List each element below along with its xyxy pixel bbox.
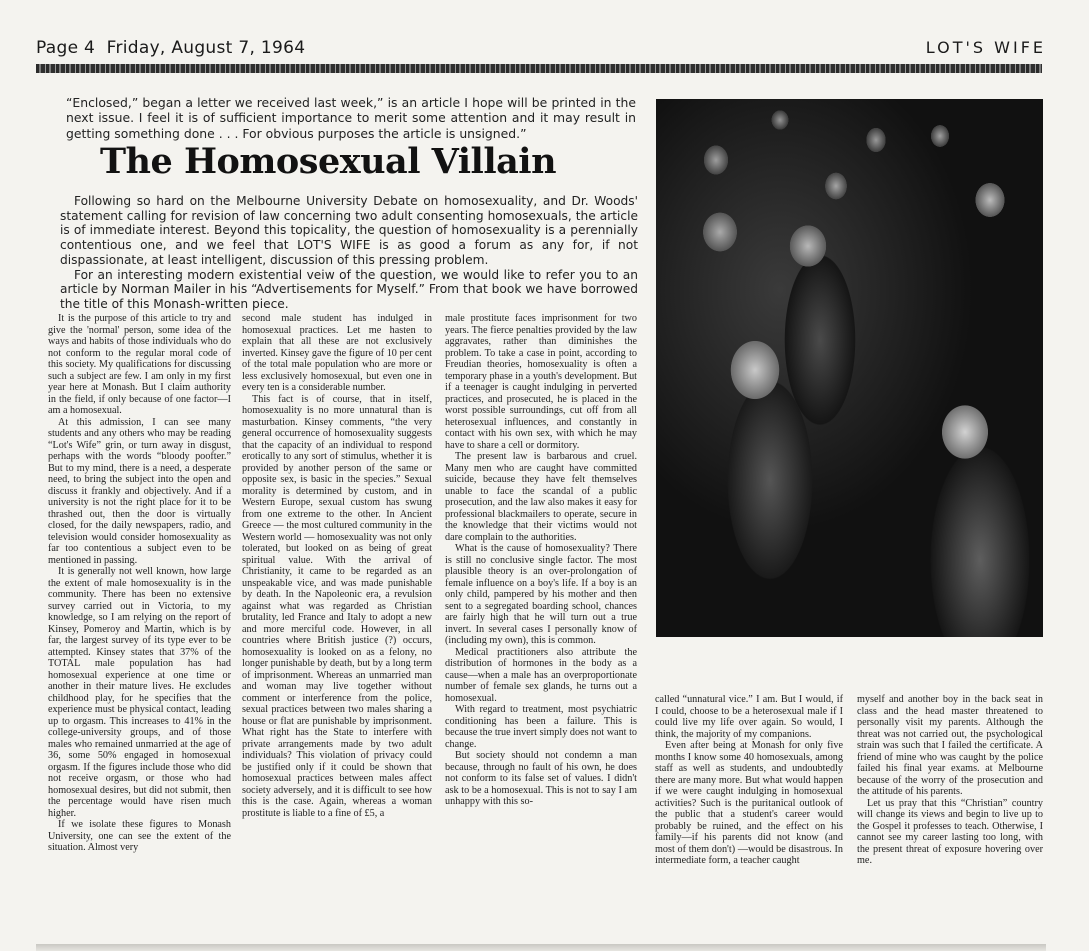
column-paragraph: It is generally not well known, how large the extent of male homosexuality is in the community. There has been no extensive survey carried out in Victoria, to my knowledge, so I am relying on the report of Kinsey, Pomeroy and Martin, which is by far, the largest survey of its type ever to be attempted. Kinsey states that 37% of the TOTAL male population has had homosexual experience at one time or another in their mature lives. He excludes childhood play, for he specifies that the experience must be physical contact, leading up to orgasm. This increases to 41% in the college-university groups, and of those males who remained unmarried at the age of 36, some 50% engaged in homosexual orgasm. If the figures include those who did not receive orgasm, or those who had homosexual desires, but did not submit, then the percentage would have risen much higher.	[48, 566, 231, 819]
page-header	[36, 38, 1046, 60]
column-paragraph: It is the purpose of this article to try and give the 'normal' person, some idea of the ways and habits of those individuals who do not conform to the regular moral code of this society. My qualifications for discussing such a subject are few. I am only in my first year here at Monash. But I claim authority in the field, if only because of one factor—I am a homosexual.	[48, 313, 231, 416]
column-paragraph: second male student has indulged in homosexual practices. Let me hasten to explain that all these are not exclusively inverted. Kinsey gave the figure of 10 per cent of the total male population who are more or less exclusively homosexual, but even one in every ten is a considerable number.	[242, 313, 432, 393]
article-column-3	[445, 313, 637, 808]
editorial-lead	[60, 194, 638, 312]
column-paragraph: But society should not condemn a man because, through no fault of his own, he does not conform to its false set of values. I didn't ask to be a homosexual. This is not to say I am unhappy with this so-	[445, 750, 637, 807]
column-paragraph: called “unnatural vice.” I am. But I would, if I could, choose to be a heterosexual male if I could live my life over again. So would, I think, the majority of my companions.	[655, 694, 843, 740]
column-paragraph: male prostitute faces imprisonment for two years. The fierce penalties provided by the law aggravates, rather than diminishes the problem. To take a case in point, according to Freudian theories, homosexuality is often a temporary phase in a youth's development. But if a teenager is caught indulging in perverted practices, and prosecuted, he is placed in the worst possible surroundings, cut off from all heterosexual influences, and constantly in contact with his own sex, with which he may have to share a cell or dormitory.	[445, 313, 637, 451]
article-title: The Homosexual Villain	[100, 141, 557, 182]
article-column-5	[857, 694, 1043, 867]
lead-paragraph: For an interesting modern existential veiw of the question, we would like to refer you to an article by Norman Mailer in his “Advertisements for Myself.” From that book we have borrowed the title of this Monash-written piece.	[60, 267, 638, 311]
page-bottom-edge	[36, 944, 1046, 951]
article-photo	[656, 99, 1043, 637]
column-paragraph: Medical practitioners also attribute the distribution of hormones in the body as a cause—when a male has an overproportionate number of female sex glands, he turns out a homosexual.	[445, 646, 637, 704]
lead-paragraph: Following so hard on the Melbourne University Debate on homosexuality, and Dr. Woods' statement calling for revision of law concerning two adult consenting homosexuals, the article is of immediate interest. Beyond this topicality, the question of homosexuality is a perennially contentious one, and we feel that LOT'S WIFE is as good a forum as any for, if not dispassionate, at least intelligent, discussion of this pressing problem.	[60, 194, 638, 267]
column-paragraph: What is the cause of homosexuality? There is still no conclusive single factor. The most plausible theory is an over-prolongation of female influence on a boy's life. If a boy is an only child, pampered by his mother and then sent to a segregated boarding school, chances are fairly high that he will turn out a true invert. In several cases I personally know of (including my own), this is common.	[445, 543, 637, 646]
column-paragraph: Let us pray that this “Christian” country will change its views and begin to live up to the Gospel it professes to teach. Otherwise, I cannot see my career lasting too long, with the present threat of exposure hovering over me.	[857, 797, 1043, 866]
column-paragraph: myself and another boy in the back seat in class and the head master threatened to personally visit my parents. Although the threat was not carried out, the psychological strain was such that I failed the certificate. A friend of mine who was caught by the police failed his final year exams. at Melbourne because of the worry of the prosecution and the attitude of his parents.	[857, 694, 1043, 797]
masthead: LOT'S WIFE	[925, 38, 1046, 57]
column-paragraph: Even after being at Monash for only five months I know some 40 homosexuals, among staff as well as students, and undoubtedly there are many more. But what would happen if we were caught indulging in homosexual activities? Such is the puritanical outlook of the public that a student's career would probably be ruined, and the effect on his family—if his parents did not know (and most of them don't) —would be disastrous. In intermediate form, a teacher caught	[655, 740, 843, 866]
issue-date: Friday, August 7, 1964	[106, 38, 306, 58]
editor-intro: “Enclosed,” began a letter we received last week,” is an article I hope will be printed in the next issue. I feel it is of sufficient importance to merit some attention and it may result in getting something done . . . For obvious purposes the article is unsigned.”	[66, 95, 636, 141]
article-column-1	[48, 313, 231, 854]
article-column-4	[655, 694, 843, 867]
column-paragraph: If we isolate these figures to Monash University, one can see the extent of the situation. Almost very	[48, 819, 231, 853]
article-column-2	[242, 313, 432, 819]
column-paragraph: This fact is of course, that in itself, homosexuality is no more unnatural than is masturbation. Kinsey comments, “the very general occurrence of homosexuality suggests that the capacity of an individual to respond erotically to any sort of stimulus, whether it is provided by another person of the same or opposite sex, is basic in the species.” Sexual morality is determined by custom, and in Western Europe, sexual custom has swung from one extreme to the other. In Ancient Greece — the most cultured community in the Western world — homosexuality was not only tolerated, but looked on as being of great spiritual value. With the arrival of Christianity, it came to be regarded as an unspeakable vice, and was made punishable by death. In the Napoleonic era, a revulsion against what was regarded as Christian brutality, led France and Italy to adopt a new and more merciful code. However, in all countries where British justice (?) occurs, homosexuality is looked on as a felony, no longer punishable by death, but by a long term of imprisonment. Whereas an unmarried man and woman may live together without comment or interference from the police, sexual practices between two males sharing a house or flat are punishable by imprisonment. What right has the State to interfere with private arrangements made by two adult individuals? This violation of privacy could be justified only if it could be shown that homosexual practices between males affect society adversely, and it is difficult to see how this is the case. Again, whereas a woman prostitute is liable to a fine of £5, a	[242, 393, 432, 819]
column-paragraph: The present law is barbarous and cruel. Many men who are caught have committed suicide, because they have felt themselves unable to face the scandal of a public prosecution, and the law also makes it easy for professional blackmailers to operate, secure in the knowledge that their victims would not dare complain to the authorities.	[445, 451, 637, 543]
page-info	[36, 38, 305, 58]
column-paragraph: With regard to treatment, most psychiatric conditioning has been a failure. This is because the true invert simply does not want to change.	[445, 704, 637, 750]
page-number: Page 4	[36, 38, 96, 58]
column-paragraph: At this admission, I can see many students and any others who may be reading “Lot's Wife” grin, or turn away in disgust, perhaps with the words “bloody poofter.” But to my mind, there is a need, a desperate need, to bring the subject into the open and discuss it frankly and objectively. And if a university is not the right place for it to be thrashed out, then the door is virtually closed, for the daily newspapers, radio, and television would consider homosexuality as far too contentious a subject even to be mentioned in passing.	[48, 416, 231, 566]
header-rule	[36, 64, 1042, 73]
